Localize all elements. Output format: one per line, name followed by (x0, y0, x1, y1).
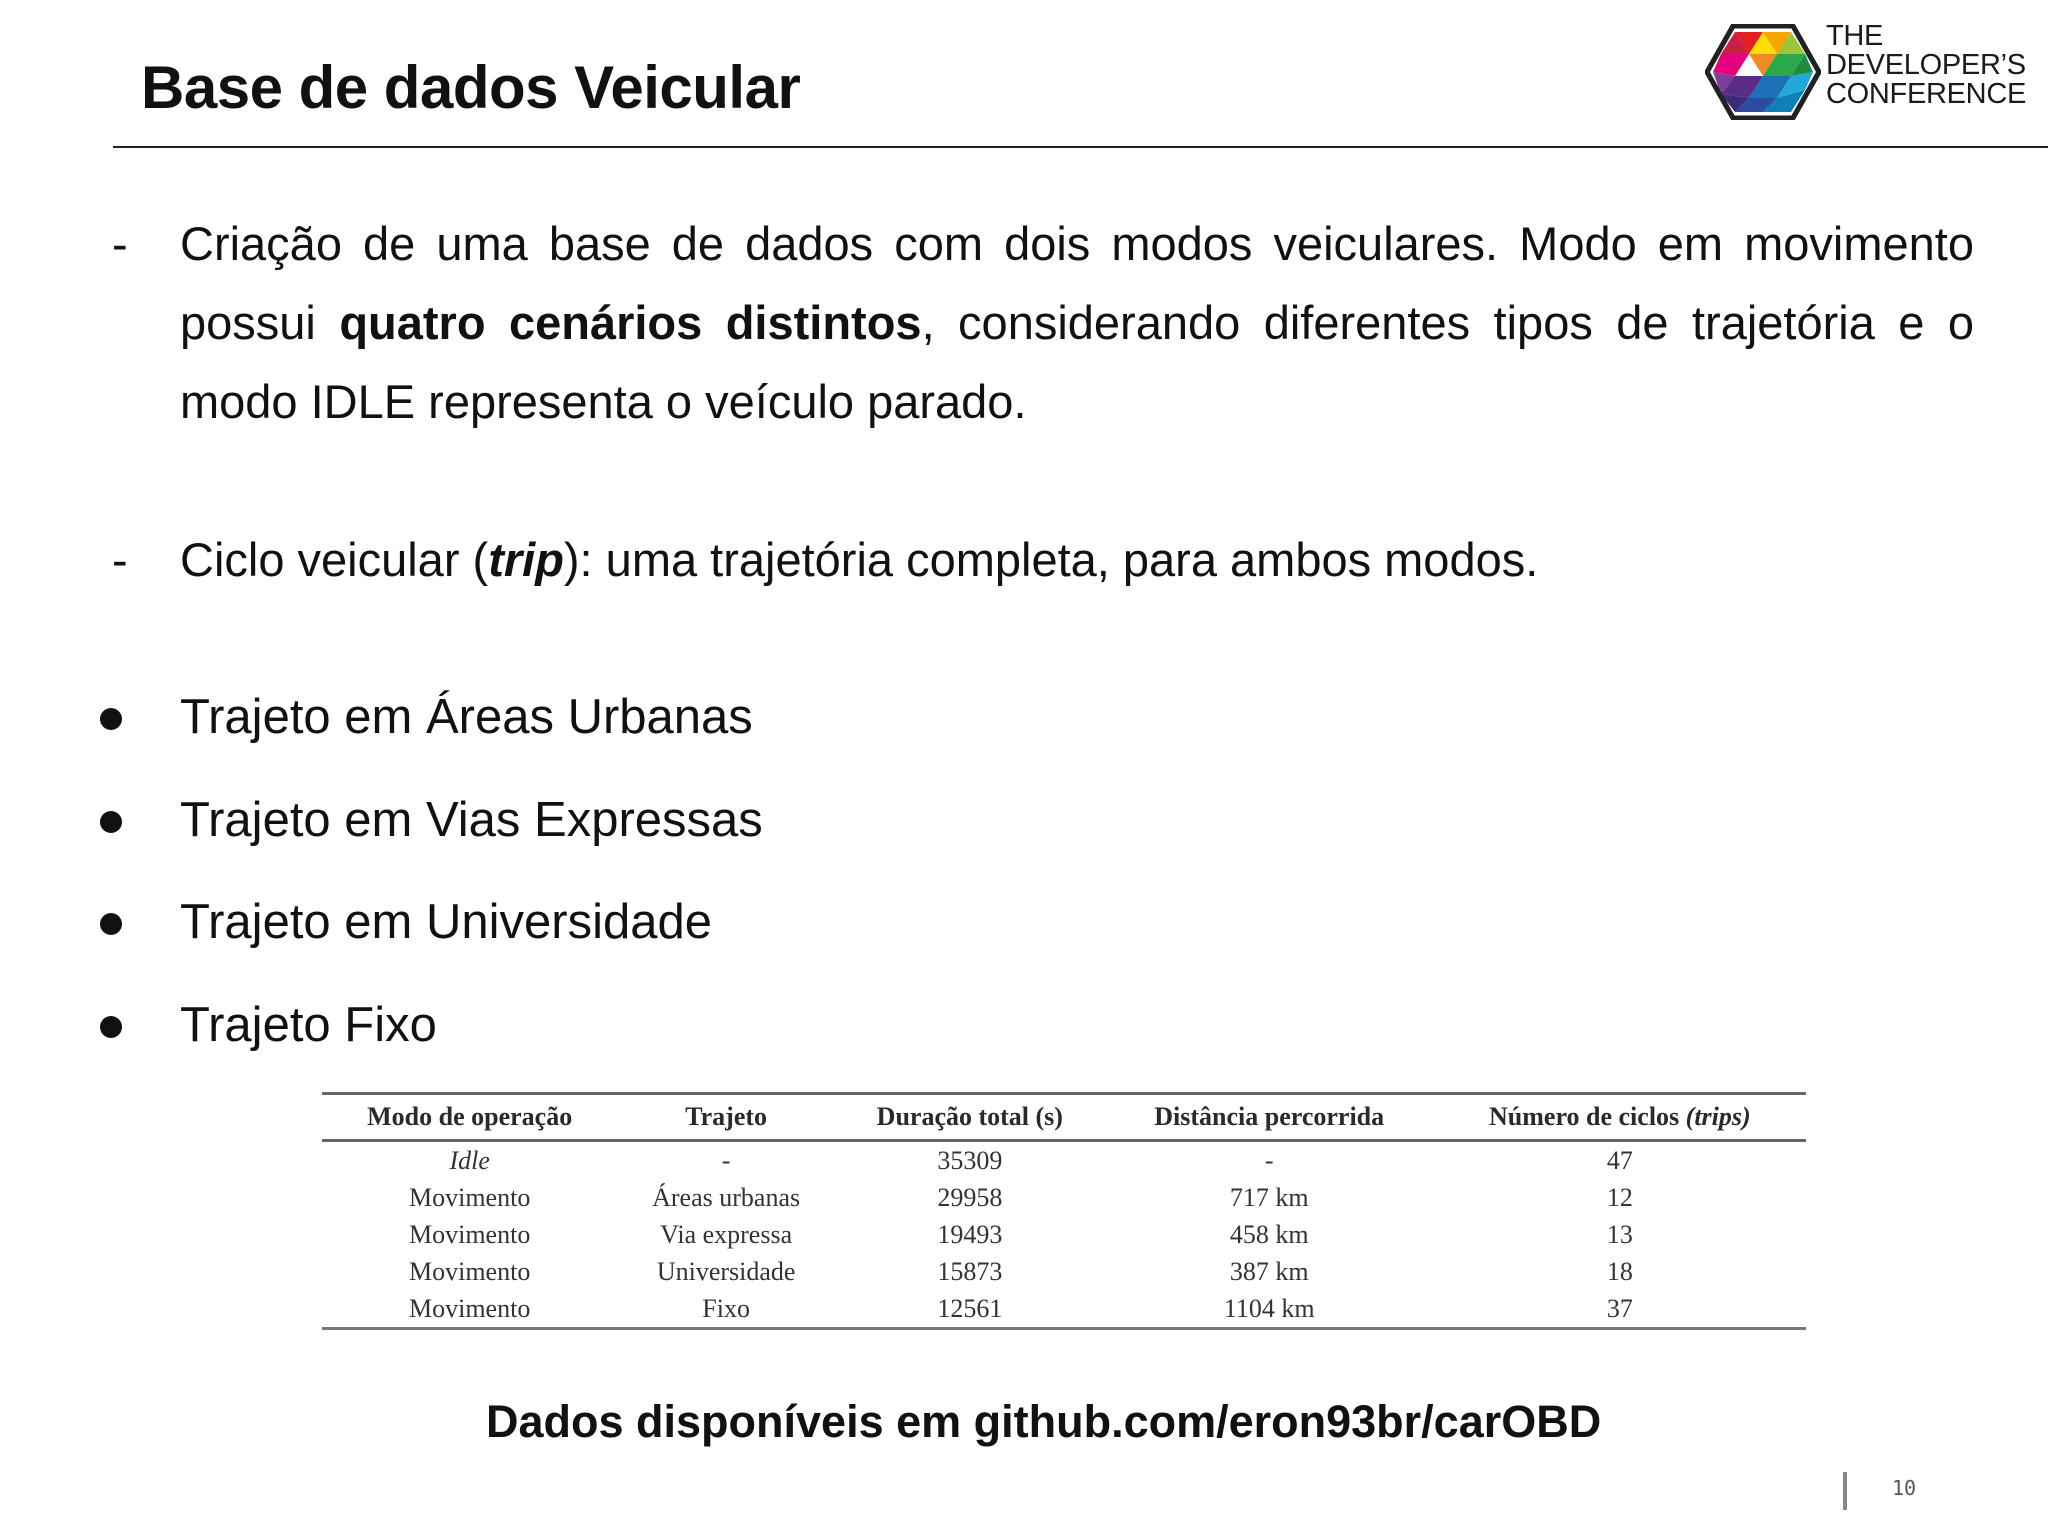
bullet-icon (100, 913, 122, 935)
table-row (322, 1253, 1806, 1290)
cube-logo-icon (1705, 24, 1821, 120)
cell-mode: Movimento (408, 1220, 531, 1249)
title-divider (113, 146, 2048, 148)
column-header-duration: Duração total (s) (835, 1094, 1105, 1141)
cell-cycles: 12 (1606, 1183, 1633, 1212)
list-item-label: Trajeto Fixo (180, 997, 437, 1052)
cell-mode: Idle (449, 1146, 490, 1175)
bullet-icon (100, 1016, 122, 1038)
logo-line-2: DEVELOPER’S (1826, 49, 2026, 81)
bullet-icon (100, 708, 122, 730)
column-header-route: Trajeto (617, 1094, 835, 1141)
scenario-list (94, 676, 763, 1086)
cell-distance: 717 km (1229, 1183, 1309, 1212)
logo-line-1: THE (1826, 20, 1884, 52)
slide-title: Base de dados Veicular (141, 54, 801, 121)
table-row (322, 1290, 1806, 1329)
column-header-distance: Distância percorrida (1105, 1094, 1434, 1141)
cell-cycles: 37 (1434, 1290, 1806, 1329)
list-item (94, 984, 763, 1087)
logo-line-3: CONFERENCE (1826, 78, 2027, 110)
cell-duration: 35309 (937, 1146, 1003, 1175)
paragraph-database-description (112, 204, 1974, 441)
table-row (322, 1216, 1806, 1253)
cell-route: Via expressa (660, 1220, 793, 1249)
list-item (94, 676, 763, 779)
list-item-label: Trajeto em Áreas Urbanas (180, 690, 753, 744)
cell-route: Fixo (617, 1290, 835, 1329)
bullet-icon (100, 811, 122, 833)
cell-duration: 12561 (835, 1290, 1105, 1329)
cell-distance: - (1264, 1146, 1274, 1175)
cell-mode: Movimento (408, 1257, 531, 1286)
column-header-mode: Modo de operação (322, 1094, 617, 1141)
paragraph-text (180, 520, 1974, 599)
paragraph-text-part: ): uma trajetória completa, para ambos modos. (563, 533, 1539, 586)
table-header-row (322, 1094, 1806, 1141)
column-header-cycles-unit: (trips) (1685, 1102, 1751, 1131)
paragraph-dash: - (112, 533, 128, 586)
cell-route: Universidade (656, 1257, 796, 1286)
column-header-cycles-label: Número de ciclos (1489, 1102, 1680, 1131)
dataset-table (322, 1092, 1806, 1330)
paragraph-dash: - (112, 217, 128, 270)
paragraph-text-part: Criação de uma base de dados com dois modos veiculares. Modo em movimento possui (180, 217, 1974, 349)
page-number-divider (1843, 1472, 1847, 1510)
list-item-label: Trajeto em Vias Expressas (180, 792, 763, 847)
cell-duration: 15873 (937, 1257, 1003, 1286)
cell-duration: 29958 (937, 1183, 1003, 1212)
cell-mode: Movimento (322, 1290, 617, 1329)
cell-distance: 458 km (1229, 1220, 1309, 1249)
list-item (94, 779, 763, 882)
table-row (322, 1141, 1806, 1180)
data-source-link[interactable]: Dados disponíveis em github.com/eron93br/carOBD (486, 1396, 1602, 1447)
paragraph-text (180, 204, 1974, 441)
table-row (322, 1179, 1806, 1216)
cell-distance: 1104 km (1105, 1290, 1434, 1329)
cell-route: - (721, 1146, 731, 1175)
cell-cycles: 13 (1606, 1220, 1633, 1249)
table-body (322, 1141, 1806, 1329)
page-number: 10 (1892, 1476, 1917, 1500)
cell-cycles: 18 (1606, 1257, 1633, 1286)
paragraph-text-part: Ciclo veicular ( (180, 533, 489, 586)
paragraph-text-part: , considerando diferentes tipos de trajetória e o modo IDLE representa o veículo parado. (180, 296, 1975, 428)
table-header (322, 1094, 1806, 1141)
list-item-label: Trajeto em Universidade (180, 895, 712, 949)
list-item (94, 881, 763, 984)
cell-route: Áreas urbanas (652, 1183, 801, 1212)
logo-wordmark (1826, 22, 2026, 109)
dataset-table-container (322, 1092, 1806, 1330)
column-header-cycles (1434, 1094, 1806, 1141)
cell-distance: 387 km (1229, 1257, 1309, 1286)
paragraph-emphasis: quatro cenários distintos (339, 296, 922, 349)
cell-cycles: 47 (1606, 1146, 1633, 1175)
cell-mode: Movimento (408, 1183, 531, 1212)
paragraph-emphasis: trip (488, 533, 564, 586)
conference-logo (1705, 22, 2035, 122)
paragraph-trip-definition (112, 520, 1974, 599)
cell-duration: 19493 (937, 1220, 1003, 1249)
